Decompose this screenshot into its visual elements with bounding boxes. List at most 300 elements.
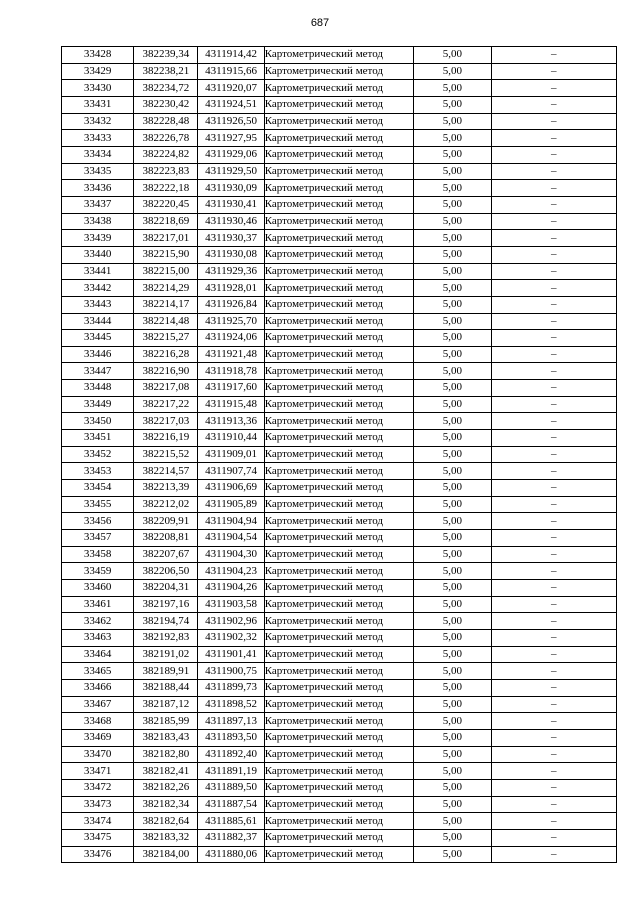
table-row (62, 146, 617, 163)
point-number-cell: 33454 (62, 480, 134, 497)
point-number-cell: 33435 (62, 163, 134, 180)
accuracy-cell: 5,00 (414, 96, 491, 113)
x-coordinate-cell: 382218,69 (134, 213, 198, 230)
y-coordinate-cell: 4311930,46 (198, 213, 264, 230)
y-coordinate-cell: 4311930,37 (198, 230, 264, 247)
note-cell: – (491, 130, 617, 147)
point-number-cell: 33451 (62, 430, 134, 447)
point-number-cell: 33442 (62, 280, 134, 297)
y-coordinate-cell: 4311891,19 (198, 763, 264, 780)
x-coordinate-cell: 382230,42 (134, 96, 198, 113)
note-cell: – (491, 363, 617, 380)
x-coordinate-cell: 382222,18 (134, 180, 198, 197)
table-row (62, 130, 617, 147)
method-cell: Картометрический метод (264, 729, 414, 746)
x-coordinate-cell: 382224,82 (134, 146, 198, 163)
note-cell: – (491, 230, 617, 247)
accuracy-cell: 5,00 (414, 580, 491, 597)
accuracy-cell: 5,00 (414, 130, 491, 147)
accuracy-cell: 5,00 (414, 713, 491, 730)
table-row (62, 446, 617, 463)
table-row (62, 646, 617, 663)
note-cell: – (491, 679, 617, 696)
note-cell: – (491, 696, 617, 713)
point-number-cell: 33464 (62, 646, 134, 663)
note-cell: – (491, 813, 617, 830)
table-row (62, 829, 617, 846)
y-coordinate-cell: 4311909,01 (198, 446, 264, 463)
note-cell: – (491, 563, 617, 580)
note-cell: – (491, 180, 617, 197)
table-row (62, 496, 617, 513)
accuracy-cell: 5,00 (414, 196, 491, 213)
table-row (62, 530, 617, 547)
method-cell: Картометрический метод (264, 546, 414, 563)
x-coordinate-cell: 382206,50 (134, 563, 198, 580)
x-coordinate-cell: 382217,03 (134, 413, 198, 430)
point-number-cell: 33453 (62, 463, 134, 480)
method-cell: Картометрический метод (264, 646, 414, 663)
table-row (62, 313, 617, 330)
accuracy-cell: 5,00 (414, 213, 491, 230)
accuracy-cell: 5,00 (414, 563, 491, 580)
note-cell: – (491, 596, 617, 613)
x-coordinate-cell: 382192,83 (134, 629, 198, 646)
x-coordinate-cell: 382184,00 (134, 846, 198, 863)
point-number-cell: 33430 (62, 80, 134, 97)
accuracy-cell: 5,00 (414, 513, 491, 530)
point-number-cell: 33455 (62, 496, 134, 513)
note-cell: – (491, 663, 617, 680)
x-coordinate-cell: 382228,48 (134, 113, 198, 130)
method-cell: Картометрический метод (264, 163, 414, 180)
point-number-cell: 33450 (62, 413, 134, 430)
accuracy-cell: 5,00 (414, 363, 491, 380)
y-coordinate-cell: 4311903,58 (198, 596, 264, 613)
point-number-cell: 33460 (62, 580, 134, 597)
y-coordinate-cell: 4311915,48 (198, 396, 264, 413)
y-coordinate-cell: 4311907,74 (198, 463, 264, 480)
y-coordinate-cell: 4311926,84 (198, 296, 264, 313)
method-cell: Картометрический метод (264, 563, 414, 580)
accuracy-cell: 5,00 (414, 679, 491, 696)
accuracy-cell: 5,00 (414, 346, 491, 363)
x-coordinate-cell: 382182,80 (134, 746, 198, 763)
y-coordinate-cell: 4311914,42 (198, 47, 264, 64)
table-row (62, 196, 617, 213)
note-cell: – (491, 196, 617, 213)
x-coordinate-cell: 382215,27 (134, 330, 198, 347)
x-coordinate-cell: 382217,08 (134, 380, 198, 397)
table-row (62, 779, 617, 796)
y-coordinate-cell: 4311885,61 (198, 813, 264, 830)
note-cell: – (491, 163, 617, 180)
accuracy-cell: 5,00 (414, 113, 491, 130)
accuracy-cell: 5,00 (414, 596, 491, 613)
table-row (62, 246, 617, 263)
method-cell: Картометрический метод (264, 446, 414, 463)
table-row (62, 746, 617, 763)
accuracy-cell: 5,00 (414, 813, 491, 830)
method-cell: Картометрический метод (264, 813, 414, 830)
accuracy-cell: 5,00 (414, 729, 491, 746)
table-row (62, 296, 617, 313)
x-coordinate-cell: 382239,34 (134, 47, 198, 64)
accuracy-cell: 5,00 (414, 146, 491, 163)
table-row (62, 363, 617, 380)
note-cell: – (491, 80, 617, 97)
accuracy-cell: 5,00 (414, 47, 491, 64)
table-row (62, 213, 617, 230)
x-coordinate-cell: 382183,32 (134, 829, 198, 846)
x-coordinate-cell: 382185,99 (134, 713, 198, 730)
y-coordinate-cell: 4311904,54 (198, 530, 264, 547)
table-row (62, 663, 617, 680)
note-cell: – (491, 246, 617, 263)
table-row (62, 713, 617, 730)
x-coordinate-cell: 382215,52 (134, 446, 198, 463)
y-coordinate-cell: 4311928,01 (198, 280, 264, 297)
point-number-cell: 33445 (62, 330, 134, 347)
point-number-cell: 33448 (62, 380, 134, 397)
note-cell: – (491, 280, 617, 297)
table-row (62, 263, 617, 280)
accuracy-cell: 5,00 (414, 330, 491, 347)
table-row (62, 513, 617, 530)
accuracy-cell: 5,00 (414, 846, 491, 863)
point-number-cell: 33467 (62, 696, 134, 713)
x-coordinate-cell: 382209,91 (134, 513, 198, 530)
y-coordinate-cell: 4311901,41 (198, 646, 264, 663)
method-cell: Картометрический метод (264, 80, 414, 97)
x-coordinate-cell: 382214,57 (134, 463, 198, 480)
method-cell: Картометрический метод (264, 779, 414, 796)
point-number-cell: 33456 (62, 513, 134, 530)
y-coordinate-cell: 4311927,95 (198, 130, 264, 147)
y-coordinate-cell: 4311882,37 (198, 829, 264, 846)
y-coordinate-cell: 4311929,36 (198, 263, 264, 280)
table-row (62, 330, 617, 347)
point-number-cell: 33446 (62, 346, 134, 363)
method-cell: Картометрический метод (264, 763, 414, 780)
table-row (62, 613, 617, 630)
note-cell: – (491, 580, 617, 597)
y-coordinate-cell: 4311899,73 (198, 679, 264, 696)
note-cell: – (491, 96, 617, 113)
point-number-cell: 33461 (62, 596, 134, 613)
method-cell: Картометрический метод (264, 796, 414, 813)
x-coordinate-cell: 382215,90 (134, 246, 198, 263)
method-cell: Картометрический метод (264, 846, 414, 863)
x-coordinate-cell: 382217,22 (134, 396, 198, 413)
point-number-cell: 33465 (62, 663, 134, 680)
x-coordinate-cell: 382214,29 (134, 280, 198, 297)
note-cell: – (491, 296, 617, 313)
method-cell: Картометрический метод (264, 480, 414, 497)
note-cell: – (491, 47, 617, 64)
accuracy-cell: 5,00 (414, 663, 491, 680)
method-cell: Картометрический метод (264, 246, 414, 263)
accuracy-cell: 5,00 (414, 463, 491, 480)
accuracy-cell: 5,00 (414, 446, 491, 463)
y-coordinate-cell: 4311924,06 (198, 330, 264, 347)
method-cell: Картометрический метод (264, 230, 414, 247)
note-cell: – (491, 380, 617, 397)
x-coordinate-cell: 382182,26 (134, 779, 198, 796)
y-coordinate-cell: 4311904,94 (198, 513, 264, 530)
note-cell: – (491, 63, 617, 80)
point-number-cell: 33443 (62, 296, 134, 313)
y-coordinate-cell: 4311910,44 (198, 430, 264, 447)
x-coordinate-cell: 382238,21 (134, 63, 198, 80)
method-cell: Картометрический метод (264, 413, 414, 430)
x-coordinate-cell: 382197,16 (134, 596, 198, 613)
point-number-cell: 33434 (62, 146, 134, 163)
method-cell: Картометрический метод (264, 146, 414, 163)
note-cell: – (491, 463, 617, 480)
method-cell: Картометрический метод (264, 496, 414, 513)
accuracy-cell: 5,00 (414, 280, 491, 297)
x-coordinate-cell: 382191,02 (134, 646, 198, 663)
y-coordinate-cell: 4311925,70 (198, 313, 264, 330)
table-row (62, 396, 617, 413)
x-coordinate-cell: 382217,01 (134, 230, 198, 247)
table-row (62, 63, 617, 80)
method-cell: Картометрический метод (264, 363, 414, 380)
table-row (62, 80, 617, 97)
note-cell: – (491, 446, 617, 463)
method-cell: Картометрический метод (264, 430, 414, 447)
point-number-cell: 33440 (62, 246, 134, 263)
note-cell: – (491, 763, 617, 780)
x-coordinate-cell: 382216,19 (134, 430, 198, 447)
method-cell: Картометрический метод (264, 130, 414, 147)
table-row (62, 346, 617, 363)
note-cell: – (491, 829, 617, 846)
accuracy-cell: 5,00 (414, 646, 491, 663)
method-cell: Картометрический метод (264, 313, 414, 330)
accuracy-cell: 5,00 (414, 430, 491, 447)
y-coordinate-cell: 4311904,30 (198, 546, 264, 563)
method-cell: Картометрический метод (264, 629, 414, 646)
table-row (62, 430, 617, 447)
accuracy-cell: 5,00 (414, 380, 491, 397)
y-coordinate-cell: 4311892,40 (198, 746, 264, 763)
table-row (62, 96, 617, 113)
note-cell: – (491, 263, 617, 280)
accuracy-cell: 5,00 (414, 63, 491, 80)
y-coordinate-cell: 4311906,69 (198, 480, 264, 497)
point-number-cell: 33474 (62, 813, 134, 830)
table-row (62, 580, 617, 597)
y-coordinate-cell: 4311898,52 (198, 696, 264, 713)
method-cell: Картометрический метод (264, 679, 414, 696)
method-cell: Картометрический метод (264, 180, 414, 197)
x-coordinate-cell: 382182,34 (134, 796, 198, 813)
method-cell: Картометрический метод (264, 513, 414, 530)
point-number-cell: 33471 (62, 763, 134, 780)
accuracy-cell: 5,00 (414, 779, 491, 796)
y-coordinate-cell: 4311924,51 (198, 96, 264, 113)
method-cell: Картометрический метод (264, 613, 414, 630)
y-coordinate-cell: 4311913,36 (198, 413, 264, 430)
accuracy-cell: 5,00 (414, 613, 491, 630)
method-cell: Картометрический метод (264, 713, 414, 730)
point-number-cell: 33437 (62, 196, 134, 213)
y-coordinate-cell: 4311929,06 (198, 146, 264, 163)
y-coordinate-cell: 4311917,60 (198, 380, 264, 397)
y-coordinate-cell: 4311900,75 (198, 663, 264, 680)
accuracy-cell: 5,00 (414, 246, 491, 263)
point-number-cell: 33447 (62, 363, 134, 380)
table-row (62, 280, 617, 297)
note-cell: – (491, 796, 617, 813)
note-cell: – (491, 413, 617, 430)
y-coordinate-cell: 4311921,48 (198, 346, 264, 363)
method-cell: Картометрический метод (264, 396, 414, 413)
note-cell: – (491, 713, 617, 730)
method-cell: Картометрический метод (264, 296, 414, 313)
note-cell: – (491, 646, 617, 663)
table-row (62, 763, 617, 780)
point-number-cell: 33436 (62, 180, 134, 197)
accuracy-cell: 5,00 (414, 230, 491, 247)
y-coordinate-cell: 4311902,96 (198, 613, 264, 630)
note-cell: – (491, 729, 617, 746)
point-number-cell: 33452 (62, 446, 134, 463)
note-cell: – (491, 629, 617, 646)
point-number-cell: 33457 (62, 530, 134, 547)
y-coordinate-cell: 4311926,50 (198, 113, 264, 130)
method-cell: Картометрический метод (264, 463, 414, 480)
x-coordinate-cell: 382215,00 (134, 263, 198, 280)
note-cell: – (491, 779, 617, 796)
note-cell: – (491, 513, 617, 530)
point-number-cell: 33473 (62, 796, 134, 813)
x-coordinate-cell: 382187,12 (134, 696, 198, 713)
note-cell: – (491, 313, 617, 330)
note-cell: – (491, 396, 617, 413)
y-coordinate-cell: 4311904,23 (198, 563, 264, 580)
y-coordinate-cell: 4311930,41 (198, 196, 264, 213)
y-coordinate-cell: 4311905,89 (198, 496, 264, 513)
accuracy-cell: 5,00 (414, 180, 491, 197)
y-coordinate-cell: 4311918,78 (198, 363, 264, 380)
point-number-cell: 33476 (62, 846, 134, 863)
table-row (62, 163, 617, 180)
x-coordinate-cell: 382188,44 (134, 679, 198, 696)
x-coordinate-cell: 382208,81 (134, 530, 198, 547)
table-row (62, 629, 617, 646)
x-coordinate-cell: 382194,74 (134, 613, 198, 630)
method-cell: Картометрический метод (264, 829, 414, 846)
point-number-cell: 33468 (62, 713, 134, 730)
point-number-cell: 33463 (62, 629, 134, 646)
x-coordinate-cell: 382204,31 (134, 580, 198, 597)
table-row (62, 180, 617, 197)
y-coordinate-cell: 4311930,08 (198, 246, 264, 263)
x-coordinate-cell: 382213,39 (134, 480, 198, 497)
note-cell: – (491, 330, 617, 347)
y-coordinate-cell: 4311929,50 (198, 163, 264, 180)
accuracy-cell: 5,00 (414, 313, 491, 330)
table-row (62, 679, 617, 696)
accuracy-cell: 5,00 (414, 496, 491, 513)
table-row (62, 729, 617, 746)
point-number-cell: 33439 (62, 230, 134, 247)
x-coordinate-cell: 382216,28 (134, 346, 198, 363)
x-coordinate-cell: 382207,67 (134, 546, 198, 563)
table-row (62, 230, 617, 247)
table-body (62, 47, 617, 863)
table-row (62, 696, 617, 713)
accuracy-cell: 5,00 (414, 746, 491, 763)
method-cell: Картометрический метод (264, 213, 414, 230)
note-cell: – (491, 113, 617, 130)
table-row (62, 546, 617, 563)
method-cell: Картометрический метод (264, 63, 414, 80)
x-coordinate-cell: 382214,17 (134, 296, 198, 313)
note-cell: – (491, 480, 617, 497)
y-coordinate-cell: 4311889,50 (198, 779, 264, 796)
method-cell: Картометрический метод (264, 746, 414, 763)
method-cell: Картометрический метод (264, 696, 414, 713)
point-number-cell: 33428 (62, 47, 134, 64)
table-row (62, 596, 617, 613)
accuracy-cell: 5,00 (414, 263, 491, 280)
note-cell: – (491, 746, 617, 763)
note-cell: – (491, 530, 617, 547)
point-number-cell: 33469 (62, 729, 134, 746)
note-cell: – (491, 846, 617, 863)
accuracy-cell: 5,00 (414, 530, 491, 547)
method-cell: Картометрический метод (264, 113, 414, 130)
table-row (62, 796, 617, 813)
point-number-cell: 33432 (62, 113, 134, 130)
y-coordinate-cell: 4311904,26 (198, 580, 264, 597)
note-cell: – (491, 430, 617, 447)
point-number-cell: 33466 (62, 679, 134, 696)
accuracy-cell: 5,00 (414, 829, 491, 846)
accuracy-cell: 5,00 (414, 296, 491, 313)
method-cell: Картометрический метод (264, 196, 414, 213)
y-coordinate-cell: 4311887,54 (198, 796, 264, 813)
point-number-cell: 33433 (62, 130, 134, 147)
y-coordinate-cell: 4311930,09 (198, 180, 264, 197)
point-number-cell: 33458 (62, 546, 134, 563)
x-coordinate-cell: 382214,48 (134, 313, 198, 330)
point-number-cell: 33470 (62, 746, 134, 763)
coordinates-table (61, 46, 617, 863)
table-row (62, 563, 617, 580)
point-number-cell: 33431 (62, 96, 134, 113)
point-number-cell: 33462 (62, 613, 134, 630)
accuracy-cell: 5,00 (414, 163, 491, 180)
point-number-cell: 33438 (62, 213, 134, 230)
y-coordinate-cell: 4311915,66 (198, 63, 264, 80)
x-coordinate-cell: 382183,43 (134, 729, 198, 746)
note-cell: – (491, 346, 617, 363)
accuracy-cell: 5,00 (414, 696, 491, 713)
method-cell: Картометрический метод (264, 596, 414, 613)
table-row (62, 480, 617, 497)
method-cell: Картометрический метод (264, 47, 414, 64)
method-cell: Картометрический метод (264, 380, 414, 397)
method-cell: Картометрический метод (264, 330, 414, 347)
point-number-cell: 33475 (62, 829, 134, 846)
table-row (62, 463, 617, 480)
accuracy-cell: 5,00 (414, 546, 491, 563)
